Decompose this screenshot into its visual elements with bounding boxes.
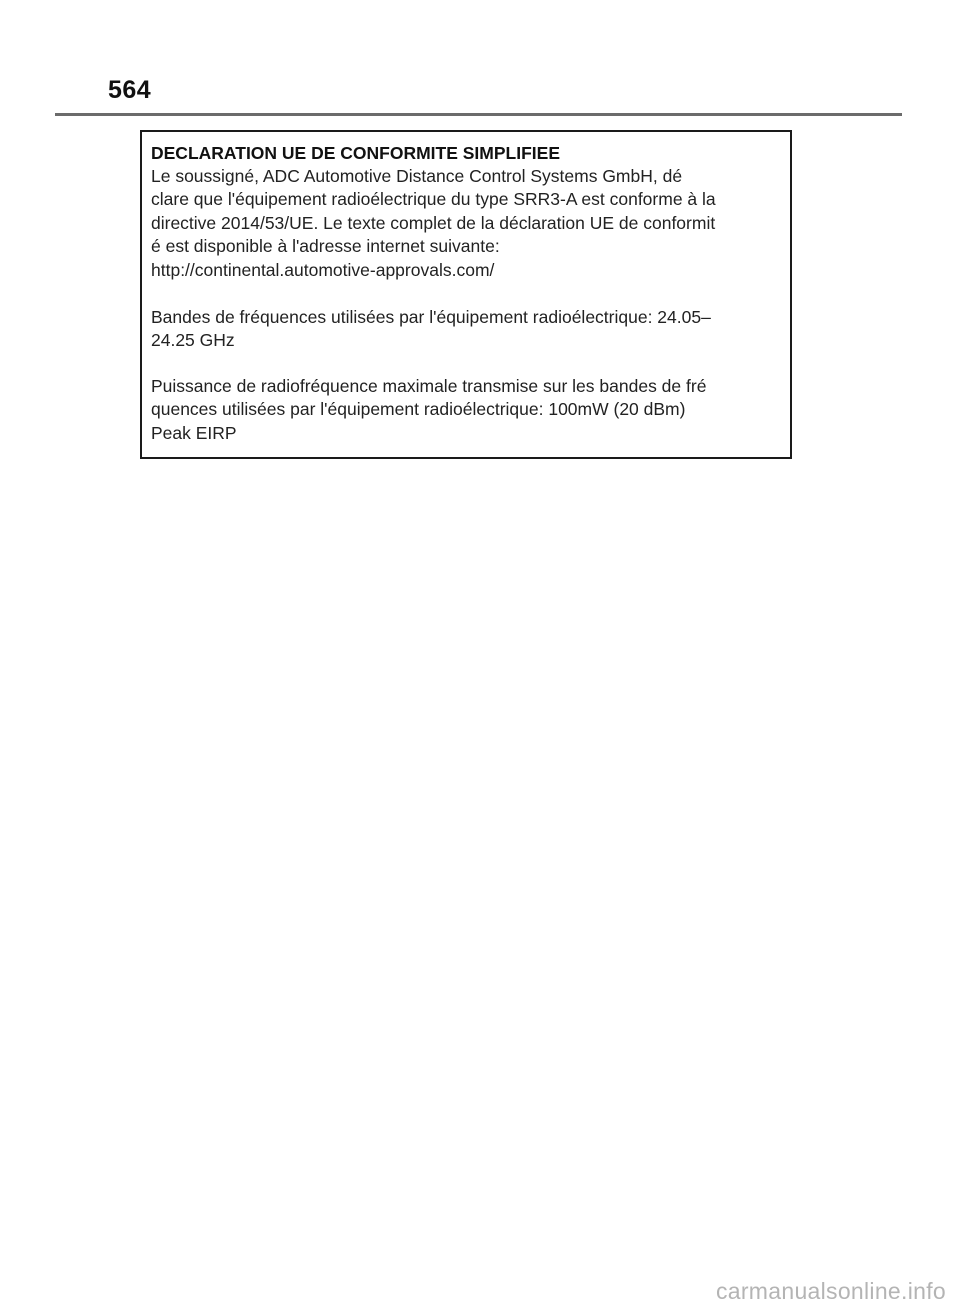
- paragraph-line: directive 2014/53/UE. Le texte complet de la déclaration UE de conformit: [151, 212, 716, 233]
- paragraph-line: Puissance de radiofréquence maximale transmise sur les bandes de fré: [151, 375, 707, 396]
- paragraph-line: quences utilisées par l'équipement radioélectrique: 100mW (20 dBm): [151, 399, 686, 420]
- header-divider: [55, 113, 902, 116]
- paragraph-line: Le soussigné, ADC Automotive Distance Control Systems GmbH, dé: [151, 166, 683, 186]
- declaration-paragraph-frequency-bands: [151, 306, 781, 353]
- declaration-title: DECLARATION UE DE CONFORMITE SIMPLIFIEE: [151, 143, 560, 163]
- declaration-paragraph-max-power: [151, 375, 781, 445]
- declaration-url: http://continental.automotive-approvals.com/: [151, 259, 495, 280]
- paragraph-line: Peak EIRP: [151, 422, 237, 443]
- paragraph-line: 24.25 GHz: [151, 330, 235, 351]
- paragraph-line: clare que l'équipement radioélectrique du type SRR3-A est conforme à la: [151, 189, 716, 210]
- paragraph-spacer: [151, 353, 781, 375]
- page-number: 564: [108, 76, 152, 104]
- paragraph-line: é est disponible à l'adresse internet suivante:: [151, 236, 500, 257]
- declaration-box: [140, 130, 792, 459]
- paragraph-line: Bandes de fréquences utilisées par l'équipement radioélectrique: 24.05–: [151, 307, 711, 328]
- declaration-paragraph-signatory: [151, 165, 781, 282]
- watermark: carmanualsonline.info: [715, 1278, 946, 1304]
- paragraph-spacer: [151, 282, 781, 306]
